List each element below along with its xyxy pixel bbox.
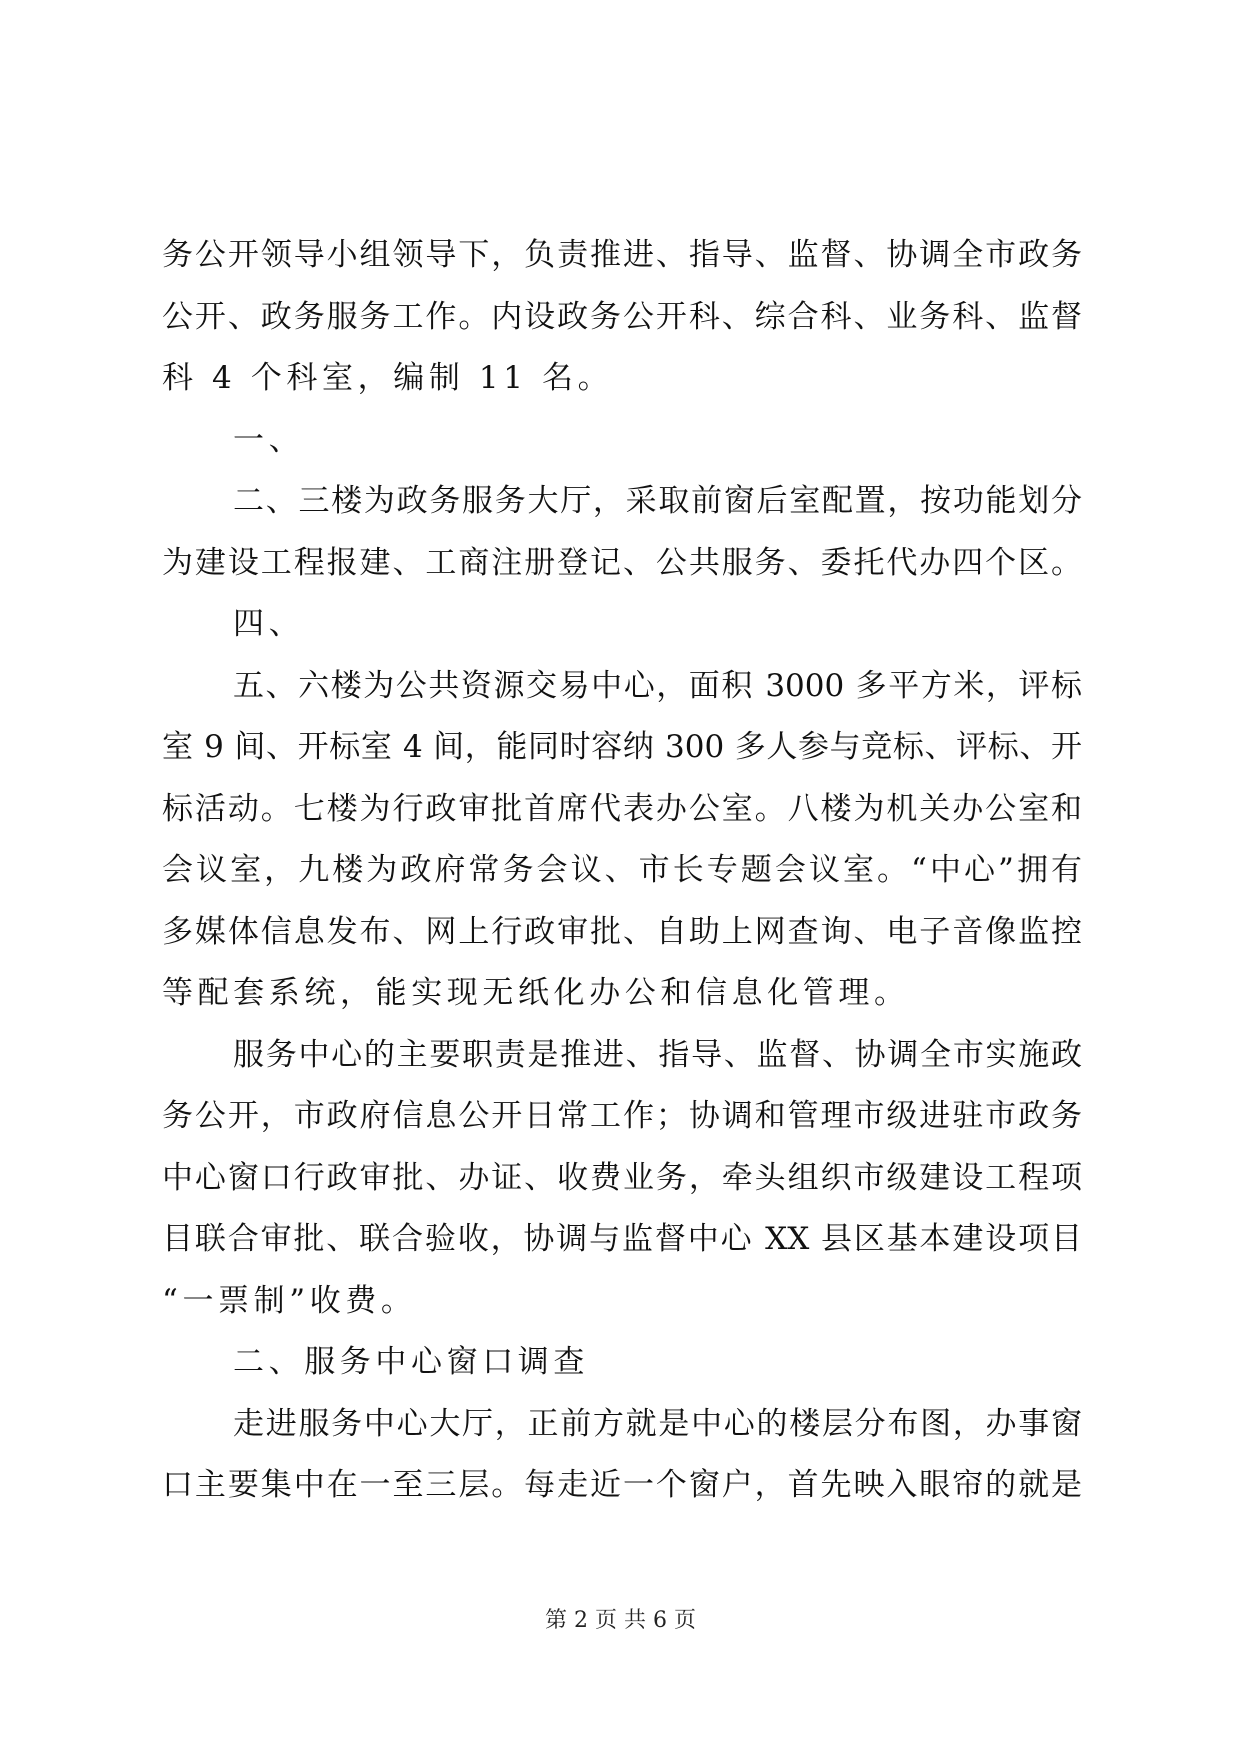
text-line: 务公开领导小组领导下，负责推进、指导、监督、协调全市政务	[162, 237, 1082, 273]
text-line: 二、服务中心窗口调查	[233, 1344, 589, 1380]
text-line: 科 4 个科室，编制 11 名。	[162, 360, 614, 396]
text-line: 会议室，九楼为政府常务会议、市长专题会议室。“中心”拥有	[162, 852, 1082, 888]
text-line: 五、六楼为公共资源交易中心，面积 3000 多平方米，评标	[233, 667, 1082, 704]
text-line: 中心窗口行政审批、办证、收费业务，牵头组织市级建设工程项	[162, 1159, 1082, 1196]
text-line: 室 9 间、开标室 4 间，能同时容纳 300 多人参与竞标、评标、开	[162, 729, 1082, 765]
text-line: 目联合审批、联合验收，协调与监督中心 XX 县区基本建设项目	[162, 1221, 1082, 1257]
text-line: 二、三楼为政务服务大厅，采取前窗后室配置，按功能划分	[233, 483, 1082, 519]
text-line: 四、	[233, 606, 305, 642]
page-footer: 第 2 页 共 6 页	[545, 1608, 696, 1633]
text-line: 服务中心的主要职责是推进、指导、监督、协调全市实施政	[233, 1036, 1082, 1073]
text-line: 务公开，市政府信息公开日常工作；协调和管理市级进驻市政务	[162, 1098, 1082, 1134]
text-line: 为建设工程报建、工商注册登记、公共服务、委托代办四个区。	[162, 544, 1082, 581]
text-line: 走进服务中心大厅，正前方就是中心的楼层分布图，办事窗	[233, 1405, 1082, 1442]
text-line: 公开、政务服务工作。内设政务公开科、综合科、业务科、监督	[162, 298, 1082, 335]
text-line: 多媒体信息发布、网上行政审批、自助上网查询、电子音像监控	[162, 913, 1082, 950]
text-line: 标活动。七楼为行政审批首席代表办公室。八楼为机关办公室和	[162, 790, 1082, 827]
text-line: 口主要集中在一至三层。每走近一个窗户，首先映入眼帘的就是	[162, 1467, 1082, 1503]
text-line: 等配套系统，能实现无纸化办公和信息化管理。	[162, 975, 910, 1011]
text-line: “一票制”收费。	[162, 1282, 417, 1319]
text-line: 一、	[233, 421, 305, 458]
body-text	[162, 225, 1082, 1517]
